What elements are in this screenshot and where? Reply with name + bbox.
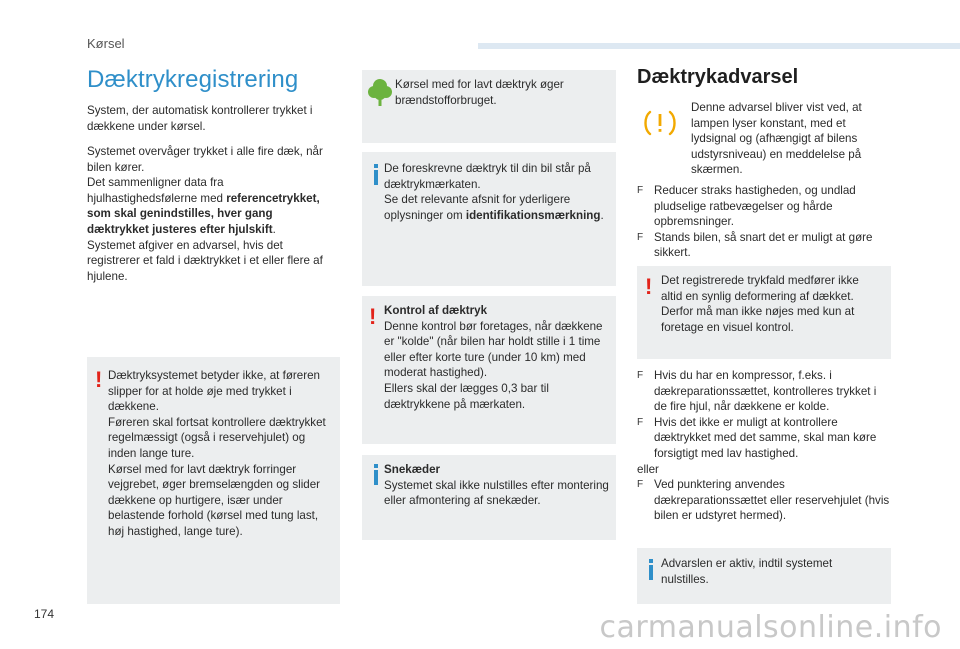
snow-chains-text: Systemet skal ikke nulstilles efter montering eller afmontering af snekæder. <box>384 478 609 508</box>
or-label: eller <box>637 462 659 476</box>
list-item: F Stands bilen, så snart det er muligt at gøre sikkert. <box>637 230 873 260</box>
section-label: Kørsel <box>87 36 125 51</box>
warning-box-right-text: Det registrerede trykfald medfører ikke altid en synlig deformering af dækket. Derfor må man ikke nøjes med kun at foretage en visuel kontrol. <box>661 274 859 334</box>
warning-excl-icon: ! <box>95 367 103 392</box>
system-warning-text: Systemet afgiver en advarsel, hvis det registrerer et fald i dæktrykket i et eller flere af hjulene. <box>87 238 323 283</box>
intro-paragraph: System, der automatisk kontrollerer trykket i dækkene under kørsel. <box>87 104 313 133</box>
info-box-pressure-label <box>362 152 616 286</box>
info-icon <box>374 170 378 185</box>
check-pressure-content <box>384 303 614 412</box>
watermark: carmanualsonline.info <box>599 610 942 645</box>
list-item: F Reducer straks hastigheden, og undlad pludselige ratbevægelser og hårde opbremsninger. <box>637 184 856 229</box>
action-list-1 <box>637 183 887 261</box>
snow-chains-content <box>384 462 612 509</box>
list-item: F Hvis du har en kompressor, f.eks. i dækreparationssættet, kontrolleres trykket i de fire hjul, når dækkene er kolde. <box>637 369 877 414</box>
eco-box <box>362 70 616 143</box>
check-pressure-text: Denne kontrol bør foretages, når dækkene er "kolde" (når bilen har holdt stille i 1 time eller efter korte ture (under 10 km) med moderat hastighed). Ellers skal der lægges 0,3 bar til dæktrykkene på mærkaten. <box>384 319 603 411</box>
list-item: F Ved punktering anvendes dækreparationssættet eller reservehjulet (hvis bilen er udstyret hermed). <box>637 478 890 523</box>
system-compare-text: Det sammenligner data fra hjulhastighedsfølerne med referencetrykket, som skal genindstilles, hver gang dæktrykket justeres efter hjulskift. <box>87 176 320 236</box>
section-title: Dæktrykadvarsel <box>637 66 799 88</box>
page-number: 174 <box>34 607 55 621</box>
header-bar <box>478 43 960 49</box>
info-box-reset-text: Advarslen er aktiv, indtil systemet nulstilles. <box>661 557 833 586</box>
warning-excl-icon: ! <box>369 304 377 329</box>
eco-tree-icon <box>368 78 392 106</box>
list-item: F Hvis det ikke er muligt at kontrollere dæktrykket med det samme, skal man køre forsigtigt med lav hastighed. <box>637 415 877 460</box>
eco-box-text: Kørsel med for lavt dæktryk øger brændstofforbruget. <box>395 78 564 107</box>
info-box-pressure-text: De foreskrevne dæktryk til din bil står på dæktrykmærkaten. Se det relevante afsnit for yderligere oplysninger om identifikationsmærkning. <box>384 162 604 222</box>
system-description <box>87 144 337 284</box>
info-icon <box>374 470 378 485</box>
check-pressure-title: Kontrol af dæktryk <box>384 304 488 317</box>
warning-intro: Denne advarsel bliver vist ved, at lampen lyser konstant, med et lydsignal og (afhængigt af bilens udstyrsniveau) en meddelelse på skærmen. <box>691 101 862 177</box>
warning-box-right <box>637 266 891 359</box>
snow-chains-box <box>362 455 616 540</box>
warning-excl-icon: ! <box>645 274 653 299</box>
tyre-pressure-warning-icon <box>643 109 677 137</box>
snow-chains-title: Snekæder <box>384 463 441 476</box>
warning-box-left <box>87 357 340 604</box>
system-monitor-text: Systemet overvåger trykket i alle fire dæk, når bilen kører. <box>87 145 323 174</box>
info-box-reset <box>637 548 891 604</box>
reference-pressure-bold: referencetrykket, som skal genindstilles, hver gang dæktrykket justeres efter hjulskift <box>87 191 320 236</box>
check-pressure-box <box>362 296 616 444</box>
identification-marking-bold: identifikationsmærkning <box>465 208 601 222</box>
info-icon-dot <box>374 164 378 168</box>
warning-box-text: Dæktryksystemet betyder ikke, at føreren slipper for at holde øje med trykket i dækkene. Føreren skal fortsat kontrollere dæktrykket regelmæssigt (også i reservehjulet) og inden lange ture. Kørsel med for lavt dæktryk forringer vejgrebet, øger bremselængden og slider dækkene op hurtigere, især under belastende forhold (kørsel med tung last, høj hastighed, lange ture). <box>108 369 326 538</box>
action-list-2 <box>637 368 891 524</box>
info-icon-dot <box>649 559 653 563</box>
info-icon-dot <box>374 464 378 468</box>
info-icon <box>649 565 653 580</box>
page-title: Dæktrykregistrering <box>87 66 299 93</box>
